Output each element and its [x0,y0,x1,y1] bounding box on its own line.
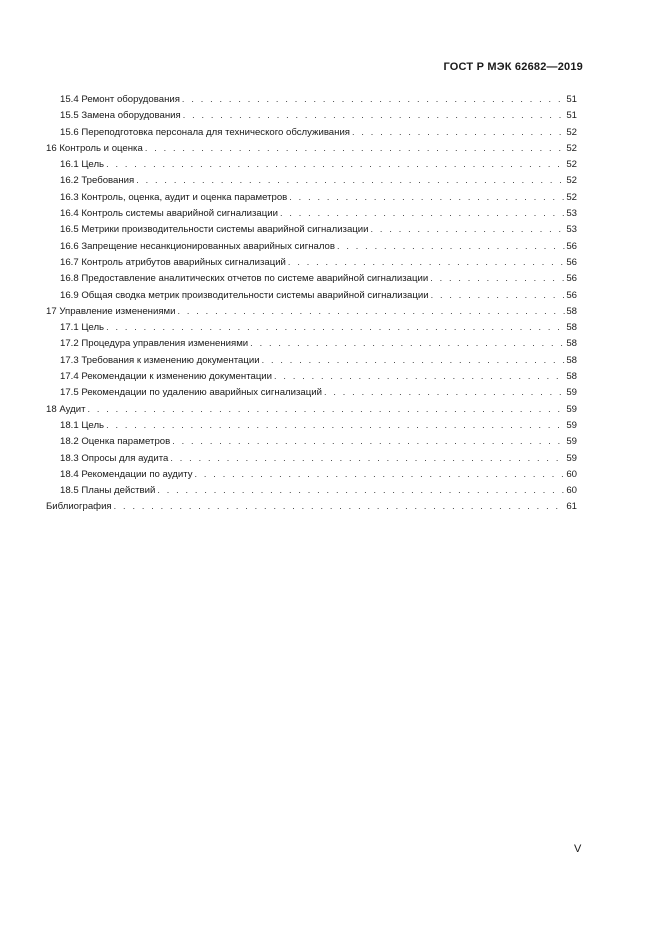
toc-entry-title: 16.3 Контроль, оценка, аудит и оценка параметров [60,191,288,203]
toc-dot-leader [337,238,565,254]
toc-entry[interactable] [46,221,577,237]
toc-entry-title: 16.5 Метрики производительности системы аварийной сигнализации [60,224,369,236]
toc-entry[interactable] [46,238,577,254]
document-id-header: ГОСТ Р МЭК 62682—2019 [443,61,583,73]
toc-dot-leader [114,498,566,514]
toc-entry-title: 16.6 Запрещение несанкционированных аварийных сигналов [60,240,335,252]
toc-entry-title: 17.2 Процедура управления изменениями [60,338,249,350]
toc-entry[interactable] [46,124,577,140]
toc-entry-title: 16.2 Требования [60,175,135,187]
toc-entry[interactable] [46,189,577,205]
toc-entry[interactable] [46,433,577,449]
toc-dot-leader [430,270,565,286]
toc-entry[interactable] [46,368,577,384]
toc-dot-leader [324,384,565,400]
toc-entry-page: 53 [566,224,577,236]
toc-dot-leader [177,303,565,319]
toc-entry[interactable] [46,205,577,221]
toc-entry-title: 18.2 Оценка параметров [60,436,171,448]
toc-dot-leader [288,254,565,270]
toc-entry[interactable] [46,401,577,417]
toc-dot-leader [280,205,565,221]
toc-entry[interactable] [46,107,577,123]
toc-entry-title: 18.4 Рекомендации по аудиту [60,468,193,480]
toc-entry[interactable] [46,319,577,335]
toc-entry-title: 17.5 Рекомендации по удалению аварийных сигнализаций [60,387,322,399]
toc-entry-page: 59 [566,419,577,431]
toc-entry-title: Библиография [46,501,112,513]
toc-entry-title: 15.4 Ремонт оборудования [60,94,180,105]
toc-entry-title: 18 Аудит [46,403,86,415]
toc-entry[interactable] [46,270,577,286]
toc-entry-page: 51 [566,94,577,105]
page-number: V [574,843,582,855]
toc-entry-page: 59 [566,387,577,399]
toc-dot-leader [87,401,565,417]
toc-entry-page: 52 [566,159,577,171]
toc-entry-title: 16.1 Цель [60,159,105,171]
toc-entry[interactable] [46,140,577,156]
toc-entry-title: 15.6 Переподготовка персонала для технического обслуживания [60,126,350,138]
toc-entry[interactable] [46,335,577,351]
toc-dot-leader [352,124,565,140]
toc-dot-leader [106,156,565,172]
toc-entry-page: 51 [566,110,577,122]
toc-dot-leader [195,466,566,482]
toc-entry[interactable] [46,466,577,482]
toc-dot-leader [145,140,566,156]
toc-entry-title: 17.4 Рекомендации к изменению документации [60,371,273,383]
table-of-contents [46,91,577,515]
toc-entry-page: 58 [566,354,577,366]
toc-entry-title: 18.5 Планы действий [60,485,156,497]
toc-dot-leader [106,417,565,433]
toc-entry-page: 56 [566,273,577,285]
toc-entry[interactable] [46,172,577,188]
toc-entry[interactable] [46,450,577,466]
toc-entry-page: 56 [566,256,577,268]
toc-dot-leader [157,482,565,498]
toc-entry-title: 17 Управление изменениями [46,305,176,317]
toc-entry-page: 60 [566,485,577,497]
toc-entry-title: 18.1 Цель [60,419,105,431]
toc-entry-title: 16.4 Контроль системы аварийной сигнализации [60,208,278,220]
toc-entry-title: 17.1 Цель [60,322,105,334]
toc-dot-leader [106,319,565,335]
toc-entry-page: 59 [566,436,577,448]
toc-dot-leader [289,189,565,205]
toc-dot-leader [182,91,565,107]
toc-entry[interactable] [46,498,577,514]
toc-dot-leader [170,450,565,466]
toc-dot-leader [262,352,566,368]
toc-entry-page: 52 [566,191,577,203]
toc-entry-page: 56 [566,289,577,301]
toc-entry-page: 52 [566,126,577,138]
toc-dot-leader [136,172,565,188]
toc-entry-title: 16 Контроль и оценка [46,142,143,154]
toc-entry-title: 16.8 Предоставление аналитических отчетов по системе аварийной сигнализации [60,273,429,285]
toc-entry[interactable] [46,384,577,400]
toc-dot-leader [431,287,566,303]
toc-entry-title: 15.5 Замена оборудования [60,110,181,122]
toc-entry-title: 18.3 Опросы для аудита [60,452,169,464]
toc-entry[interactable] [46,254,577,270]
toc-entry[interactable] [46,156,577,172]
toc-dot-leader [172,433,565,449]
toc-entry-page: 58 [566,371,577,383]
toc-entry-title: 16.7 Контроль атрибутов аварийных сигнализаций [60,256,286,268]
toc-entry[interactable] [46,287,577,303]
toc-dot-leader [183,107,566,123]
toc-entry[interactable] [46,352,577,368]
toc-entry-page: 58 [566,322,577,334]
toc-entry-page: 60 [566,468,577,480]
toc-dot-leader [250,335,565,351]
toc-dot-leader [274,368,565,384]
toc-dot-leader [371,221,566,237]
toc-entry-page: 59 [566,403,577,415]
toc-entry-title: 16.9 Общая сводка метрик производительности системы аварийной сигнализации [60,289,429,301]
toc-entry-page: 58 [566,305,577,317]
toc-entry[interactable] [46,417,577,433]
toc-entry-page: 59 [566,452,577,464]
toc-entry-page: 53 [566,208,577,220]
toc-entry-title: 17.3 Требования к изменению документации [60,354,260,366]
toc-entry-page: 58 [566,338,577,350]
toc-entry[interactable] [46,482,577,498]
toc-entry-page: 52 [566,142,577,154]
toc-entry-page: 56 [566,240,577,252]
toc-entry[interactable] [46,303,577,319]
toc-entry-page: 52 [566,175,577,187]
toc-entry-page: 61 [566,501,577,513]
toc-entry[interactable] [46,91,577,107]
